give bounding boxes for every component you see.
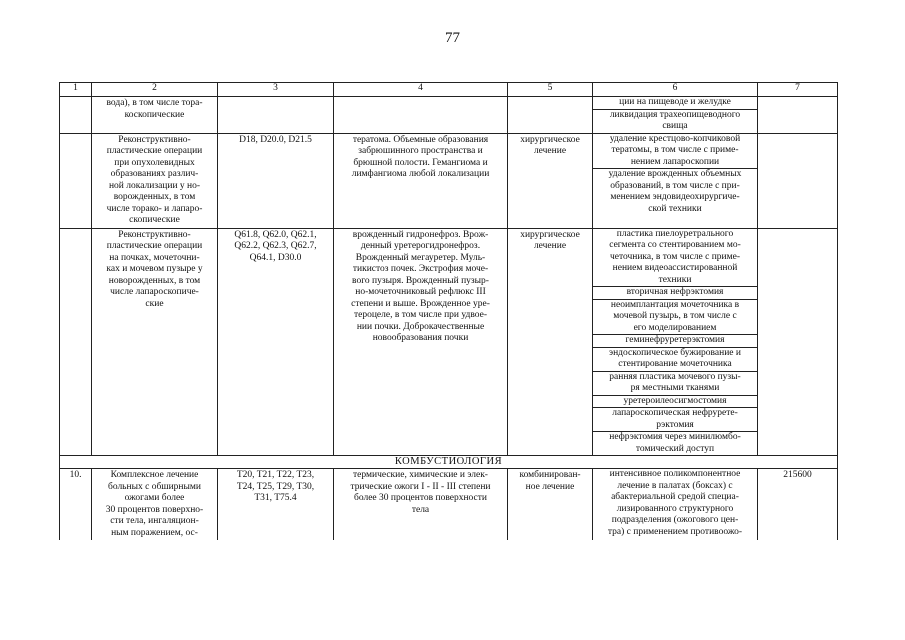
cost-value	[758, 97, 838, 134]
treatment-methods	[593, 228, 758, 456]
icd-codes	[218, 97, 334, 134]
header-cell: 7	[758, 83, 838, 97]
method-name: Реконструктивно- пластические операции на почках, мочеточни- ках и мочевом пузыре у новорожденных, в том числе лапароскопиче- ские	[92, 228, 218, 456]
row-number	[60, 97, 92, 134]
patient-model: врожденный гидронефроз. Врож- денный уретерогидронефроз. Врожденный мегауретер. Муль- тикистоз почек. Экстрофия моче- вого пузыря. Врожденный пузыр- но-мочеточниковый рефлюкс III степени и выше. Врожденное уре- тероцеле, в том числе при удвое- нии почки. Доброкачественные новообразования почки	[334, 228, 508, 456]
patient-model: тератома. Объемные образования забрюшинного пространства и брюшной полости. Гемангиома и лимфангиома любой локализации	[334, 133, 508, 228]
treatment-methods	[593, 97, 758, 134]
header-cell: 1	[60, 83, 92, 97]
method-name: Реконструктивно- пластические операции при опухолевидных образованиях различ- ной локализации у но- ворожденных, в том числе торако- и лапаро- скопические	[92, 133, 218, 228]
header-cell: 2	[92, 83, 218, 97]
treatment-type: хирургическое лечение	[508, 133, 593, 228]
patient-model: термические, химические и элек- трические ожоги I - II - III степени более 30 процентов поверхности тела	[334, 469, 508, 541]
treatment-methods	[593, 469, 758, 541]
section-title: КОМБУСТИОЛОГИЯ	[60, 456, 838, 469]
header-cell: 4	[334, 83, 508, 97]
treatment-method: уретероилеосигмостомия	[593, 396, 757, 409]
treatment-method: удаление врожденных объемных образований, в том числе с при- менением эндовидеохирургиче- ской техники	[608, 169, 742, 214]
icd-codes: Q61.8, Q62.0, Q62.1, Q62.2, Q62.3, Q62.7, Q64.1, D30.0	[218, 228, 334, 456]
treatment-method: пластика пиелоуретрального сегмента со стентированием мо- четочника, в том числе с приме- нением видеоассистированной техники	[593, 229, 757, 288]
treatment-method: лапароскопическая нефруретe- рэктомия	[593, 408, 757, 432]
row-number	[60, 133, 92, 228]
header-cell: 3	[218, 83, 334, 97]
treatment-method: ции на пищеводе и желудке	[593, 97, 757, 110]
treatment-method: удаление крестцово-копчиковой тератомы, в том числе с приме- нением лапароскопии	[593, 134, 757, 170]
treatment-method: вторичная нефрэктомия	[593, 287, 757, 300]
treatment-method: ликвидация трахеопищеводного свища	[609, 109, 741, 131]
patient-model	[334, 97, 508, 134]
icd-codes: T20, T21, T22, T23, T24, T25, T29, T30, T31, T75.4	[218, 469, 334, 541]
header-cell: 5	[508, 83, 593, 97]
method-name: вода), в том числе тора- коскопические	[92, 97, 218, 134]
treatment-methods	[593, 133, 758, 228]
treatment-method: геминефруретерэктомия	[593, 335, 757, 348]
cost-value: 215600	[758, 469, 838, 541]
table-row	[60, 97, 838, 134]
treatment-type: комбинирован- ное лечение	[508, 469, 593, 541]
header-cell: 6	[593, 83, 758, 97]
page-number: 77	[445, 30, 460, 46]
treatment-method: ранняя пластика мочевого пузы- ря местными тканями	[593, 372, 757, 396]
icd-codes: D18, D20.0, D21.5	[218, 133, 334, 228]
treatment-type	[508, 97, 593, 134]
header-row	[60, 83, 838, 97]
table-body	[60, 97, 838, 456]
table-row	[60, 133, 838, 228]
treatment-method: нефрэктомия через минилюмбо- томический доступ	[609, 432, 741, 454]
section-row	[60, 456, 838, 469]
method-name: Комплексное лечение больных с обширными ожогами более 30 процентов поверхно- сти тела, ингаляцион- ным поражением, ос-	[92, 469, 218, 541]
treatment-method: интенсивное поликомпонентное лечение в палатах (боксах) с абактериальной средой специа- лизированного структурного подразделения (ожогового цен- тра) с применением противоожо-	[607, 469, 743, 537]
row-number	[60, 228, 92, 456]
treatment-method: эндоскопическое бужирование и стентирование мочеточника	[593, 348, 757, 372]
treatment-type: хирургическое лечение	[508, 228, 593, 456]
table-row	[60, 228, 838, 456]
services-table	[59, 82, 838, 540]
treatment-method: неоимплантация мочеточника в мочевой пузырь, в том числе с его моделированием	[593, 300, 757, 336]
cost-value	[758, 228, 838, 456]
table-row	[60, 469, 838, 541]
row-number: 10.	[60, 469, 92, 541]
cost-value	[758, 133, 838, 228]
